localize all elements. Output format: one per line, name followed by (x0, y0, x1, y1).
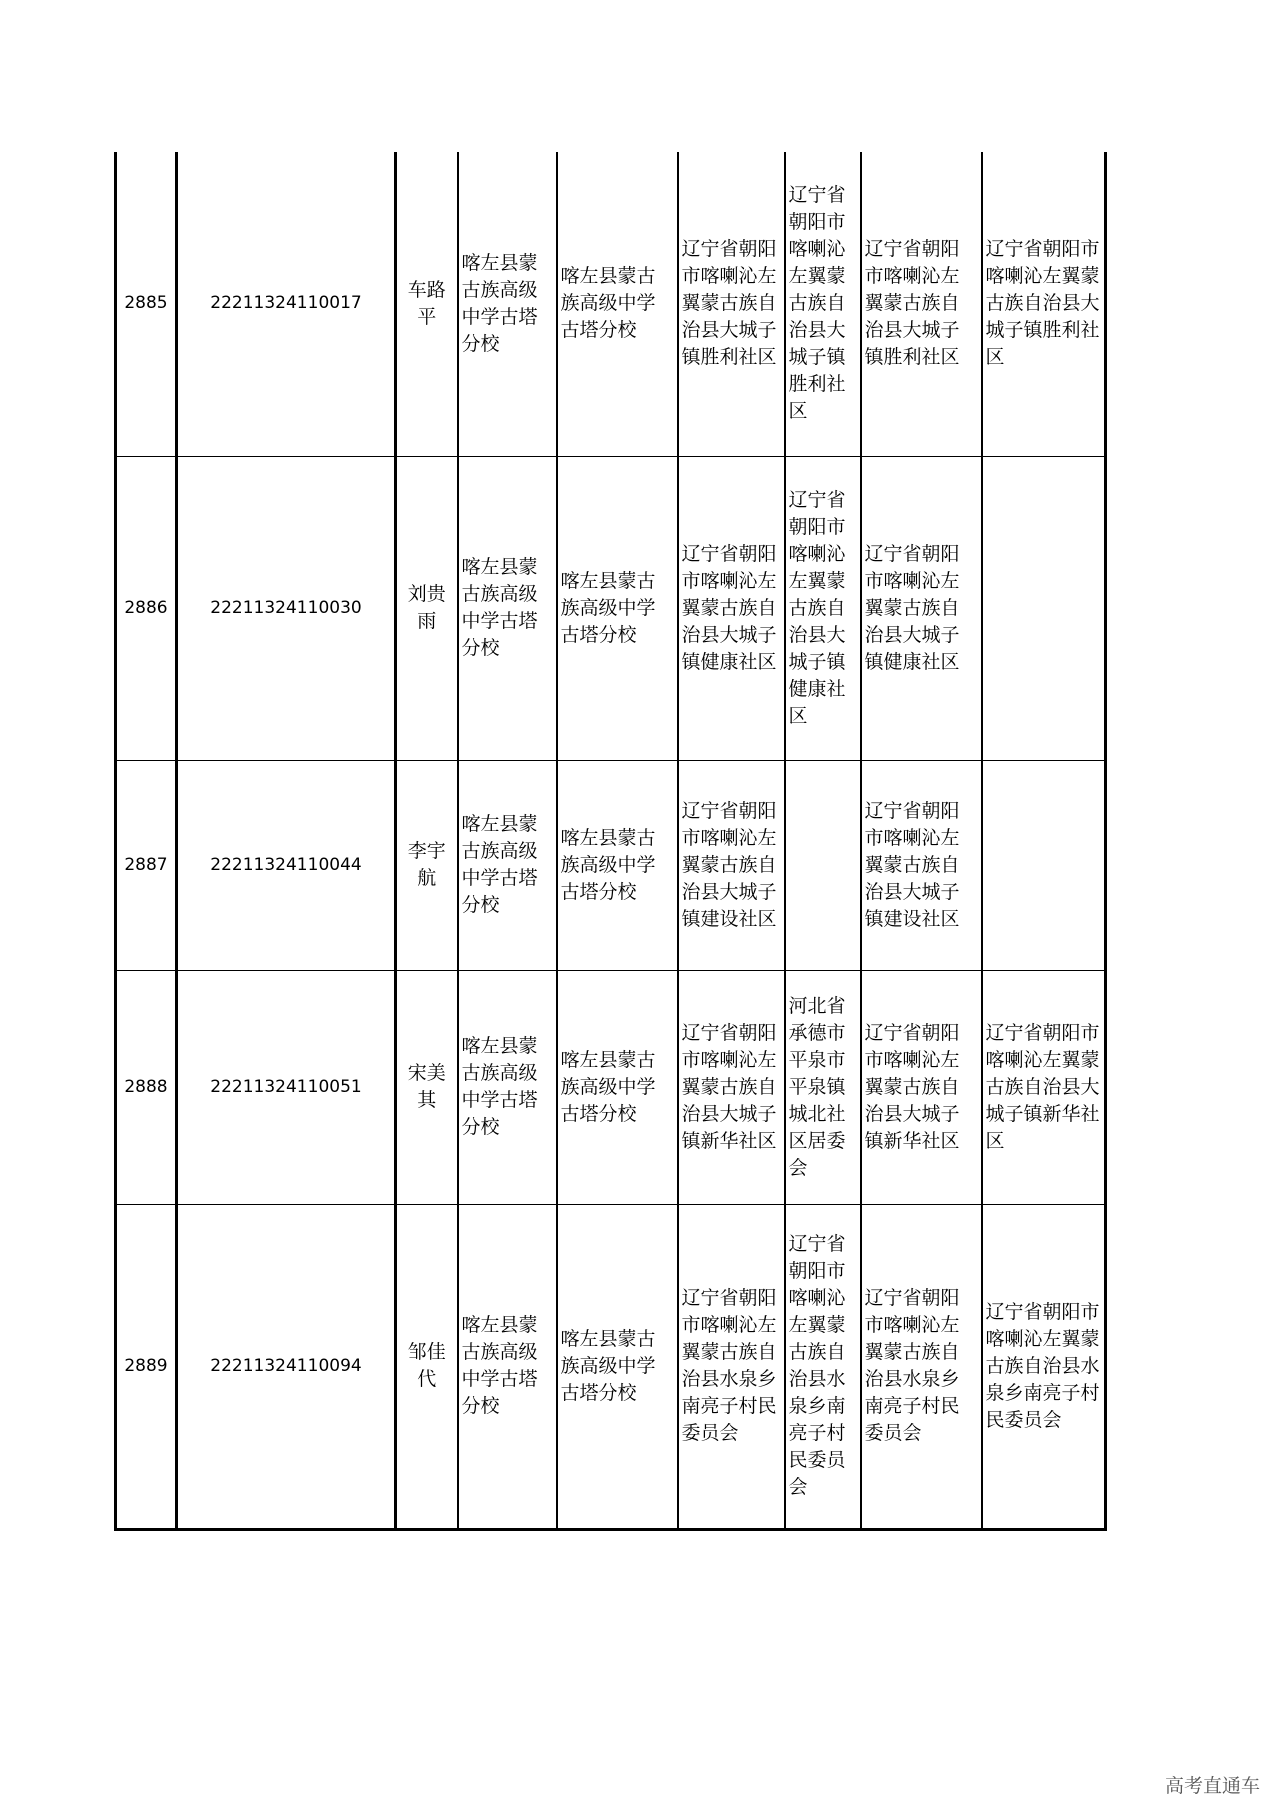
school-cell: 喀左县蒙古族高级中学古塔分校 (557, 456, 678, 760)
name-cell: 车路平 (396, 152, 458, 456)
student-roster-table (114, 152, 1107, 1531)
table-row (116, 970, 1106, 1204)
address-cell: 辽宁省朝阳市喀喇沁左翼蒙古族自治县大城子镇胜利社区 (982, 152, 1106, 456)
address-cell: 辽宁省朝阳市喀喇沁左翼蒙古族自治县大城子镇建设社区 (861, 760, 982, 970)
table-row (116, 152, 1106, 456)
address-cell: 辽宁省朝阳市喀喇沁左翼蒙古族自治县水泉乡南亮子村民委员会 (982, 1204, 1106, 1529)
school-cell: 喀左县蒙古族高级中学古塔分校 (557, 1204, 678, 1529)
name-cell: 李宇航 (396, 760, 458, 970)
school-cell: 喀左县蒙古族高级中学古塔分校 (458, 970, 557, 1204)
exam-id-cell: 22211324110044 (177, 760, 396, 970)
exam-id-cell: 22211324110051 (177, 970, 396, 1204)
address-cell: 辽宁省朝阳市喀喇沁左翼蒙古族自治县水泉乡南亮子村民委员会 (861, 1204, 982, 1529)
address-cell: 辽宁省朝阳市喀喇沁左翼蒙古族自治县大城子镇胜利社区 (678, 152, 785, 456)
seq-cell: 2888 (116, 970, 177, 1204)
name-cell: 宋美其 (396, 970, 458, 1204)
address-cell: 辽宁省朝阳市喀喇沁左翼蒙古族自治县大城子镇健康社区 (785, 456, 861, 760)
seq-cell: 2885 (116, 152, 177, 456)
address-cell (982, 760, 1106, 970)
address-cell: 辽宁省朝阳市喀喇沁左翼蒙古族自治县大城子镇胜利社区 (785, 152, 861, 456)
address-cell: 辽宁省朝阳市喀喇沁左翼蒙古族自治县大城子镇新华社区 (861, 970, 982, 1204)
address-cell: 辽宁省朝阳市喀喇沁左翼蒙古族自治县水泉乡南亮子村民委员会 (785, 1204, 861, 1529)
school-cell: 喀左县蒙古族高级中学古塔分校 (557, 970, 678, 1204)
table-row (116, 1204, 1106, 1529)
address-cell: 辽宁省朝阳市喀喇沁左翼蒙古族自治县大城子镇建设社区 (678, 760, 785, 970)
address-cell: 辽宁省朝阳市喀喇沁左翼蒙古族自治县大城子镇健康社区 (678, 456, 785, 760)
school-cell: 喀左县蒙古族高级中学古塔分校 (458, 760, 557, 970)
address-cell: 辽宁省朝阳市喀喇沁左翼蒙古族自治县大城子镇新华社区 (982, 970, 1106, 1204)
seq-cell: 2889 (116, 1204, 177, 1529)
address-cell: 辽宁省朝阳市喀喇沁左翼蒙古族自治县大城子镇新华社区 (678, 970, 785, 1204)
watermark-text: 高考直通车 (1164, 1775, 1260, 1797)
table-row (116, 760, 1106, 970)
exam-id-cell: 22211324110030 (177, 456, 396, 760)
address-cell (785, 760, 861, 970)
school-cell: 喀左县蒙古族高级中学古塔分校 (458, 152, 557, 456)
address-cell (982, 456, 1106, 760)
school-cell: 喀左县蒙古族高级中学古塔分校 (458, 1204, 557, 1529)
exam-id-cell: 22211324110017 (177, 152, 396, 456)
school-cell: 喀左县蒙古族高级中学古塔分校 (458, 456, 557, 760)
exam-id-cell: 22211324110094 (177, 1204, 396, 1529)
name-cell: 刘贵雨 (396, 456, 458, 760)
seq-cell: 2886 (116, 456, 177, 760)
address-cell: 辽宁省朝阳市喀喇沁左翼蒙古族自治县水泉乡南亮子村民委员会 (678, 1204, 785, 1529)
address-cell: 辽宁省朝阳市喀喇沁左翼蒙古族自治县大城子镇胜利社区 (861, 152, 982, 456)
seq-cell: 2887 (116, 760, 177, 970)
school-cell: 喀左县蒙古族高级中学古塔分校 (557, 152, 678, 456)
name-cell: 邹佳代 (396, 1204, 458, 1529)
table-row (116, 456, 1106, 760)
school-cell: 喀左县蒙古族高级中学古塔分校 (557, 760, 678, 970)
address-cell: 辽宁省朝阳市喀喇沁左翼蒙古族自治县大城子镇健康社区 (861, 456, 982, 760)
address-cell: 河北省承德市平泉市平泉镇城北社区居委会 (785, 970, 861, 1204)
